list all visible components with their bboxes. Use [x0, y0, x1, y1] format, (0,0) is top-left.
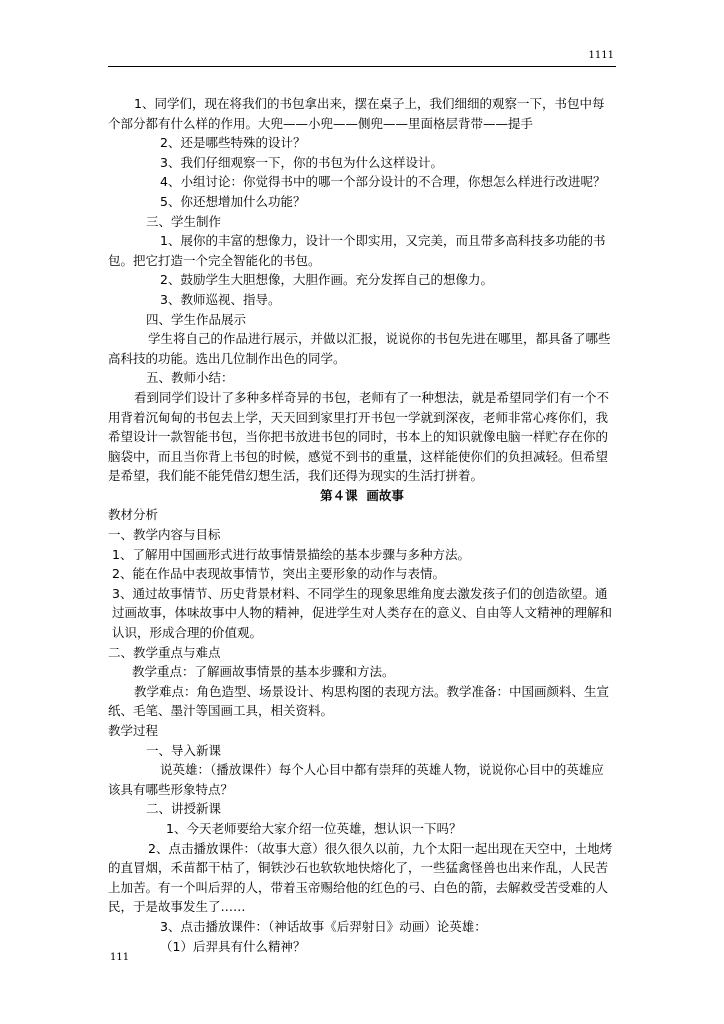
document-body — [108, 94, 616, 956]
paragraph: 2、还是哪些特殊的设计？ — [160, 135, 306, 151]
section-heading: 教学过程 — [108, 723, 159, 738]
paragraph: （1）后羿具有什么精神？ — [160, 938, 306, 954]
section-heading: 二、教学重点与难点 — [108, 644, 221, 660]
list-item: 2、能在作品中表现故事情节，突出主要形象的动作与表情。 — [112, 566, 445, 582]
header-page-number: 1111 — [588, 50, 614, 61]
list-item: 3、通过故事情节、历史背景材料、不同学生的现象思维角度去激发孩子们的创造欲望。通过画故事，体味故事中人物的精神，促进学生对人类存在的意义、自由等人文精神的理解和认识，形成合理的价值观。 — [112, 585, 613, 641]
section-heading: 教材分析 — [108, 507, 159, 523]
section-heading: 五、教师小结： — [146, 370, 234, 386]
list-item: 1、了解用中国画形式进行故事情景描绘的基本步骤与多种方法。 — [112, 546, 470, 562]
paragraph: 3、教师巡视、指导。 — [160, 291, 281, 307]
paragraph: 2、点击播放课件：（故事大意）很久很久以前，九个太阳一起出现在天空中，土地烤的直冒烟，禾苗都干枯了，铜铁沙石也软软地快熔化了，一些猛禽怪兽也出来作乱，人民苦上加苦。有一个叫后羿的人，带着玉帝赐给他的红色的弓、白色的箭，去解救受苦受难的人民，于是故事发生了…… — [108, 840, 613, 915]
paragraph: 4、小组讨论：你觉得书中的哪一个部分设计的不合理，你想怎么样进行改进呢？ — [160, 174, 606, 190]
paragraph: 学生将自己的作品进行展示，并做以汇报，说说你的书包先进在哪里，都具备了哪些高科技的功能。选出几位制作出色的同学。 — [108, 331, 611, 366]
paragraph: 2、鼓励学生大胆想像，大胆作画。充分发挥自己的想像力。 — [160, 272, 493, 288]
paragraph: 1、同学们，现在将我们的书包拿出来，摆在桌子上，我们细细的观察一下，书包中每个部分都有什么样的作用。大兜——小兜——侧兜——里面格层背带——提手 — [108, 96, 605, 131]
paragraph: 3、点击播放课件：（神话故事《后羿射日》动画）论英雄： — [160, 918, 487, 934]
section-heading: 四、学生作品展示 — [146, 311, 247, 327]
paragraph: 5、你还想增加什么功能？ — [160, 193, 306, 209]
lesson-title: 第４课 画故事 — [320, 487, 404, 503]
footer-page-number: 111 — [110, 952, 130, 963]
paragraph: 教学难点：角色造型、场景设计、构思构图的表现方法。教学准备：中国画颜料、生宣纸、毛笔、墨汁等国画工具，相关资料。 — [108, 683, 610, 719]
paragraph: 看到同学们设计了多种多样奇异的书包，老师有了一种想法，就是希望同学们有一个不用背着沉甸甸的书包去上学，天天回到家里打开书包一学就到深夜，老师非常心疼你们，我希望设计一款智能书包，当你把书放进书包的同时，书本上的知识就像电脑一样贮存在你的脑袋中，而且当你背上书包的时候，感觉不到书的重量，这样能使你们的负担减轻。但希望是希望，我们能不能凭借幻想生活，我们还得为现实的生活打拼着。 — [108, 389, 610, 484]
header-rule — [108, 66, 616, 67]
section-heading: 一、导入新课 — [146, 742, 222, 758]
paragraph: 1、今天老师要给大家介绍一位英雄，想认识一下吗？ — [166, 820, 462, 836]
paragraph: 3、我们仔细观察一下，你的书包为什么这样设计。 — [160, 154, 443, 170]
section-heading: 三、学生制作 — [146, 213, 222, 229]
paragraph: 教学重点：了解画故事情景的基本步骤和方法。 — [132, 664, 395, 680]
section-heading: 一、教学内容与目标 — [108, 527, 221, 543]
section-heading: 二、讲授新课 — [146, 801, 222, 817]
paragraph: 说英雄：（播放课件）每个人心目中都有崇拜的英雄人物，说说你心目中的英雄应该具有哪些形象特点？ — [108, 762, 604, 797]
paragraph: 1、展你的丰富的想像力，设计一个即实用，又完美，而且带多高科技多功能的书包。把它打造一个完全智能化的书包。 — [108, 233, 606, 268]
